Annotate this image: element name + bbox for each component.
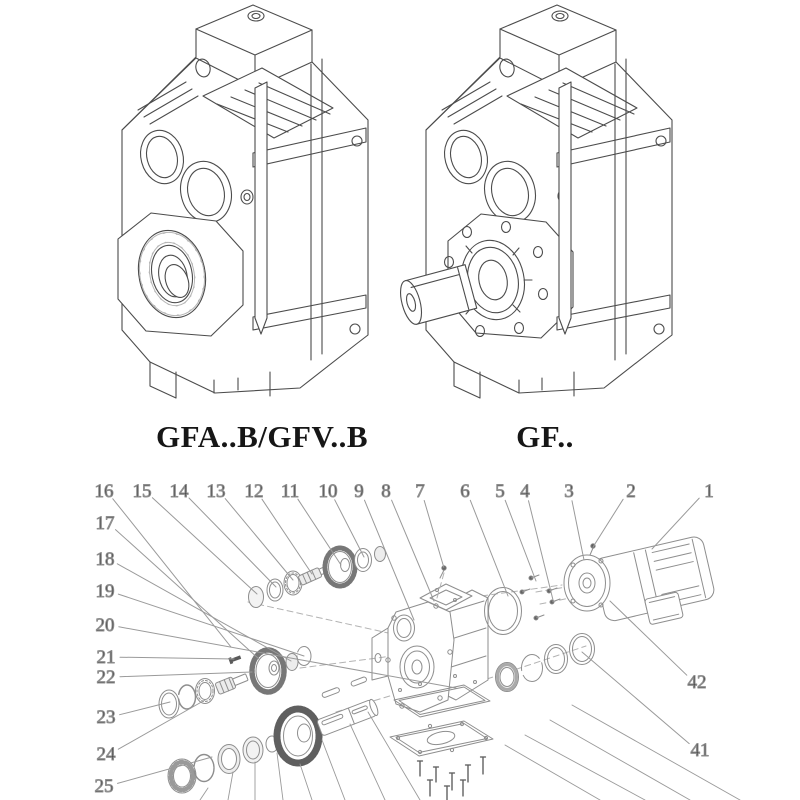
- callout-22: 22: [96, 667, 116, 688]
- caption-right: GF..: [516, 419, 574, 454]
- callout-24: 24: [96, 744, 116, 765]
- leader-line-7: [424, 501, 444, 569]
- leader-line-16: [113, 499, 231, 647]
- bearing-boss: [118, 213, 243, 336]
- leader-line-22: [120, 672, 252, 677]
- callout-18: 18: [95, 549, 115, 570]
- callout-10: 10: [318, 481, 338, 502]
- callout-42: 42: [687, 672, 707, 693]
- intermediate-pinion: [215, 671, 249, 694]
- callout-2: 2: [626, 481, 636, 502]
- callout-9: 9: [354, 481, 364, 502]
- callout-14: 14: [169, 481, 189, 502]
- leader-line-8: [392, 500, 434, 601]
- leader-line-12: [262, 499, 312, 574]
- adapter-ring: [485, 588, 522, 635]
- input-shaft-parts: [249, 547, 386, 608]
- shaft-key: [350, 676, 367, 686]
- callout-20: 20: [95, 615, 115, 636]
- callout-3: 3: [564, 481, 574, 502]
- leader-line-3: [572, 501, 584, 560]
- callout-7: 7: [415, 481, 425, 502]
- callout-13: 13: [206, 481, 226, 502]
- callout-12: 12: [244, 481, 264, 502]
- leader-line-15: [152, 498, 257, 594]
- shaft-key: [322, 687, 341, 698]
- figure-gfa-drawing: [118, 5, 368, 398]
- callout-1: 1: [704, 481, 714, 502]
- leader-line-21: [120, 657, 234, 659]
- callout-6: 6: [460, 481, 470, 502]
- caption-left: GFA..B/GFV..B: [155, 419, 369, 454]
- figure-gf-drawing: [397, 5, 672, 398]
- callout-41: 41: [690, 740, 710, 761]
- leader-line-4: [529, 501, 554, 600]
- leader-line-41: [582, 652, 689, 744]
- leader-line-6: [470, 500, 508, 596]
- leader-line-11: [298, 499, 341, 565]
- leader-line-19: [118, 594, 304, 656]
- callout-8: 8: [381, 481, 391, 502]
- leader-line-13: [225, 499, 293, 580]
- callout-4: 4: [520, 481, 530, 502]
- output-shaft: [317, 698, 380, 736]
- cover-bolts: [418, 757, 486, 800]
- leader-line-2: [593, 499, 623, 547]
- gear-housing: [372, 584, 488, 712]
- leader-line-14: [189, 498, 276, 587]
- callout-25: 25: [94, 776, 114, 797]
- exploded-view: [95, 481, 741, 800]
- callout-11: 11: [280, 481, 300, 502]
- callout-16: 16: [94, 481, 114, 502]
- intermediate-bearings: [496, 634, 595, 692]
- callout-19: 19: [95, 581, 115, 602]
- motor: [564, 535, 719, 634]
- callout-5: 5: [495, 481, 505, 502]
- callout-15: 15: [132, 481, 152, 502]
- callout-17: 17: [95, 513, 115, 534]
- callout-21: 21: [96, 647, 116, 668]
- callout-23: 23: [96, 707, 116, 728]
- leader-line-18: [117, 564, 291, 661]
